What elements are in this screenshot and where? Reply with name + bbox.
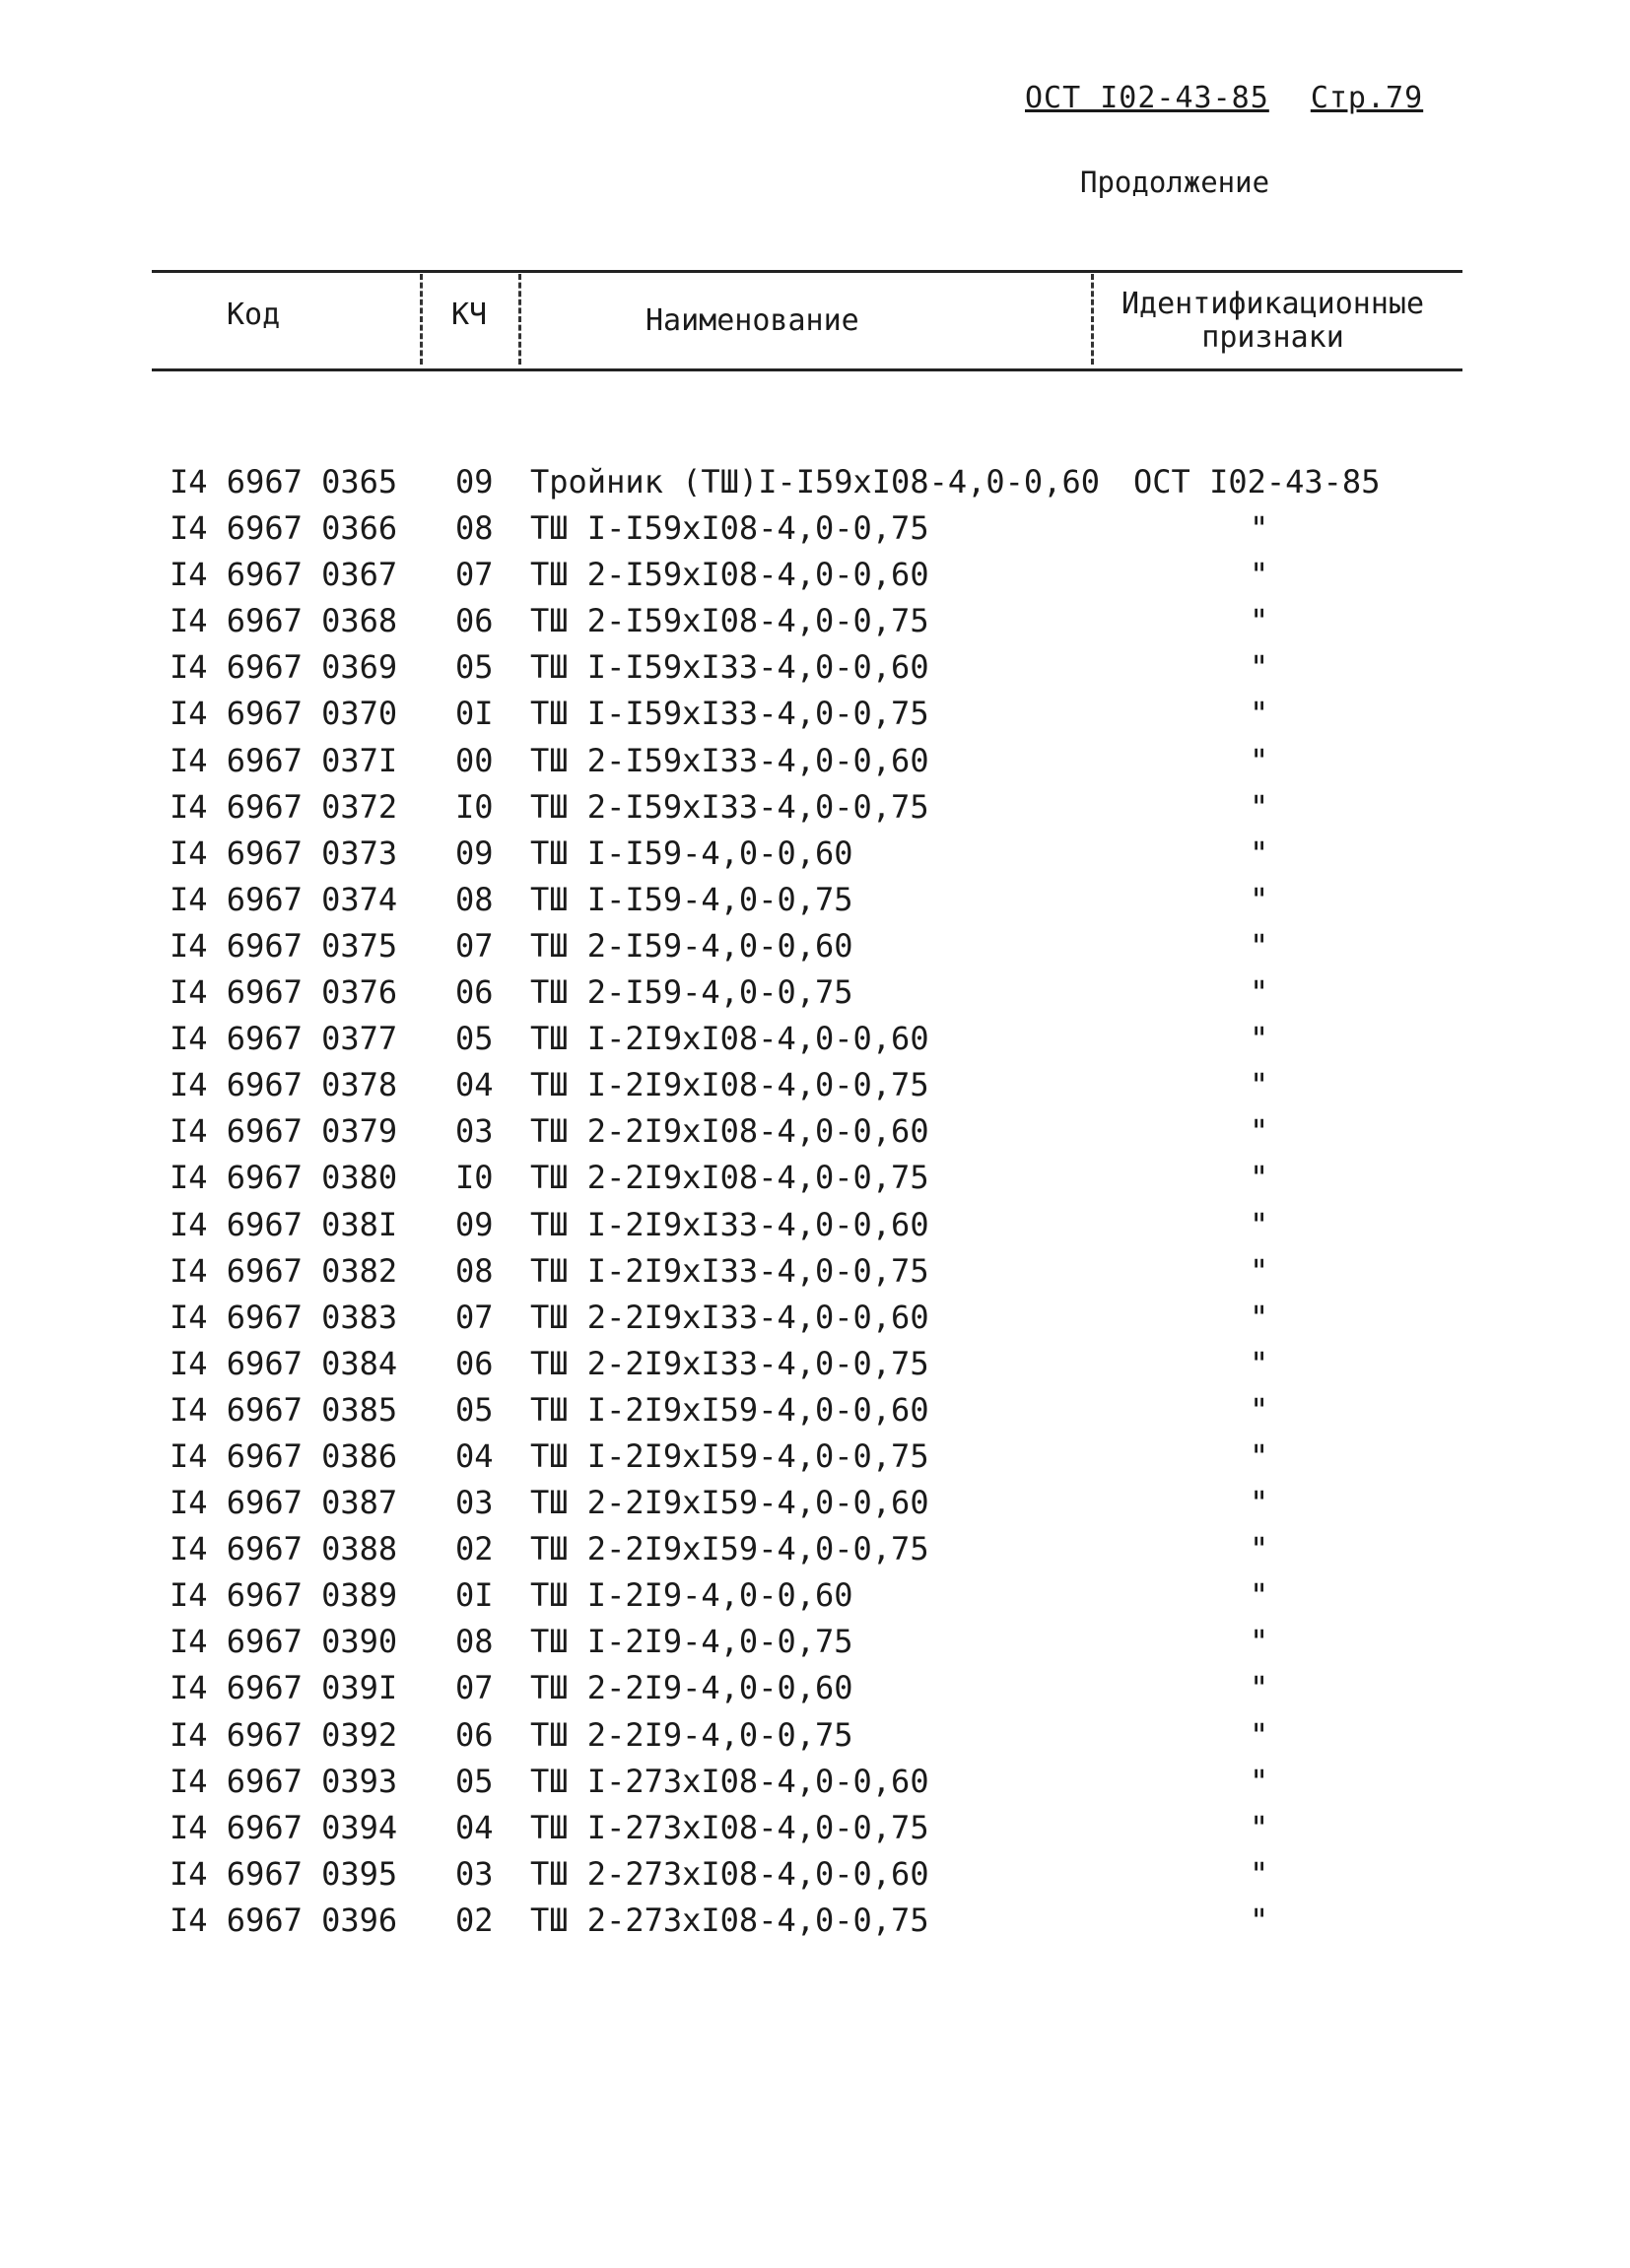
- row-ident: ": [1250, 1808, 1269, 1846]
- row-code: I4 6967 0366: [170, 509, 398, 548]
- column-header-name: Наименование: [645, 303, 859, 338]
- row-name: ТШ 2-273xI08-4,0-0,75: [530, 1901, 929, 1939]
- row-ident: ": [1250, 1344, 1269, 1382]
- row-name: ТШ 2-I59xI33-4,0-0,60: [530, 741, 929, 779]
- row-name: ТШ I-2I9xI33-4,0-0,75: [530, 1251, 929, 1290]
- table-row: [0, 1206, 1630, 1252]
- page-number: Стр.79: [1310, 81, 1424, 115]
- row-ident: ": [1250, 834, 1269, 872]
- row-name: ТШ I-I59-4,0-0,60: [530, 834, 853, 872]
- table-row: [0, 742, 1630, 788]
- table-header-bottom-rule: [152, 368, 1462, 371]
- row-kch: 05: [455, 1390, 494, 1429]
- row-kch: 03: [455, 1484, 494, 1522]
- row-name: ТШ I-273xI08-4,0-0,75: [530, 1808, 929, 1846]
- table-row: [0, 1391, 1630, 1437]
- row-name: ТШ 2-2I9-4,0-0,75: [530, 1715, 853, 1754]
- row-code: I4 6967 039I: [170, 1669, 398, 1707]
- table-row: [0, 648, 1630, 695]
- row-kch: 00: [455, 741, 494, 779]
- row-code: I4 6967 0390: [170, 1623, 398, 1661]
- row-ident: ": [1250, 1390, 1269, 1429]
- row-kch: I0: [455, 787, 494, 826]
- row-ident: ": [1250, 1112, 1269, 1151]
- row-kch: 03: [455, 1112, 494, 1151]
- row-name: Тройник (ТШ)I-I59xI08-4,0-0,60: [530, 463, 1100, 500]
- table-row: [0, 1159, 1630, 1205]
- table-row: [0, 1299, 1630, 1345]
- row-name: ТШ 2-2I9xI59-4,0-0,60: [530, 1484, 929, 1522]
- row-code: I4 6967 0380: [170, 1159, 398, 1197]
- row-kch: 04: [455, 1808, 494, 1846]
- row-code: I4 6967 0382: [170, 1251, 398, 1290]
- row-ident: ": [1250, 648, 1269, 687]
- row-name: ТШ I-2I9xI08-4,0-0,60: [530, 1020, 929, 1058]
- row-ident: ": [1250, 556, 1269, 594]
- table-row: [0, 1530, 1630, 1576]
- row-name: ТШ 2-2I9xI33-4,0-0,75: [530, 1344, 929, 1382]
- row-ident: ": [1250, 1020, 1269, 1058]
- row-name: ТШ I-2I9-4,0-0,60: [530, 1576, 853, 1615]
- row-code: I4 6967 037I: [170, 741, 398, 779]
- row-name: ТШ I-2I9xI59-4,0-0,75: [530, 1436, 929, 1475]
- table-row: [0, 881, 1630, 927]
- row-code: I4 6967 0396: [170, 1901, 398, 1939]
- table-row: [0, 1437, 1630, 1484]
- column-header-ident-line2: признаки: [1201, 320, 1344, 355]
- row-ident: ": [1250, 1715, 1269, 1754]
- row-code: I4 6967 0383: [170, 1298, 398, 1336]
- row-name: ТШ 2-2I9xI08-4,0-0,60: [530, 1112, 929, 1151]
- row-ident: ": [1250, 926, 1269, 965]
- row-ident: ": [1250, 1159, 1269, 1197]
- row-ident: ": [1250, 787, 1269, 826]
- row-kch: 07: [455, 926, 494, 965]
- row-name: ТШ I-2I9xI59-4,0-0,60: [530, 1390, 929, 1429]
- table-row: [0, 834, 1630, 881]
- row-ident: ": [1250, 1576, 1269, 1615]
- row-code: I4 6967 0387: [170, 1484, 398, 1522]
- row-ident: ": [1250, 695, 1269, 733]
- row-kch: 06: [455, 602, 494, 640]
- row-ident: ": [1250, 880, 1269, 918]
- table-row: [0, 1763, 1630, 1809]
- row-kch: 08: [455, 509, 494, 548]
- row-code: I4 6967 0388: [170, 1530, 398, 1568]
- row-kch: 02: [455, 1530, 494, 1568]
- row-code: I4 6967 0394: [170, 1808, 398, 1846]
- row-ident: ": [1250, 741, 1269, 779]
- table-top-rule: [152, 270, 1462, 273]
- row-code: I4 6967 038I: [170, 1205, 398, 1243]
- row-ident: ": [1250, 1623, 1269, 1661]
- table-row: [0, 1345, 1630, 1391]
- row-name: ТШ I-2I9xI33-4,0-0,60: [530, 1205, 929, 1243]
- row-ident: ": [1250, 602, 1269, 640]
- row-code: I4 6967 0393: [170, 1762, 398, 1800]
- row-name: ТШ 2-I59xI08-4,0-0,60: [530, 556, 929, 594]
- table-row: [0, 1252, 1630, 1299]
- row-kch: 04: [455, 1066, 494, 1104]
- row-kch: 07: [455, 556, 494, 594]
- page-header: [1025, 81, 1423, 115]
- row-name: ТШ 2-I59xI08-4,0-0,75: [530, 602, 929, 640]
- row-ident: ": [1250, 1530, 1269, 1568]
- row-ident: ": [1250, 1251, 1269, 1290]
- table-row: [0, 973, 1630, 1020]
- row-kch: 0I: [455, 1576, 494, 1615]
- table-row: [0, 1855, 1630, 1901]
- row-code: I4 6967 0389: [170, 1576, 398, 1615]
- row-ident: ": [1250, 1436, 1269, 1475]
- row-name: ТШ I-I59xI33-4,0-0,75: [530, 695, 929, 733]
- row-kch: 05: [455, 1020, 494, 1058]
- row-name: ТШ 2-2I9xI33-4,0-0,60: [530, 1298, 929, 1336]
- row-code: I4 6967 0392: [170, 1715, 398, 1754]
- row-code: I4 6967 0374: [170, 880, 398, 918]
- row-code: I4 6967 0373: [170, 834, 398, 872]
- row-name: ТШ I-I59-4,0-0,75: [530, 880, 853, 918]
- row-kch: I0: [455, 1159, 494, 1197]
- table-row: [0, 1901, 1630, 1948]
- column-header-kch: КЧ: [451, 298, 488, 332]
- row-ident: ": [1250, 1205, 1269, 1243]
- row-kch: 07: [455, 1298, 494, 1336]
- table-row: [0, 1669, 1630, 1715]
- row-ident: ": [1250, 1066, 1269, 1104]
- row-ident: ": [1250, 973, 1269, 1012]
- row-ident: ": [1250, 509, 1269, 548]
- table-row: [0, 1623, 1630, 1669]
- row-kch: 06: [455, 973, 494, 1012]
- row-code: I4 6967 0384: [170, 1344, 398, 1382]
- row-code: I4 6967 0367: [170, 556, 398, 594]
- row-kch: 08: [455, 880, 494, 918]
- row-name: ТШ I-I59xI08-4,0-0,75: [530, 509, 929, 548]
- row-kch: 07: [455, 1669, 494, 1707]
- row-ident: ": [1250, 1854, 1269, 1893]
- row-name: ТШ 2-I59-4,0-0,60: [530, 926, 853, 965]
- row-code: I4 6967 0395: [170, 1854, 398, 1893]
- row-kch: 08: [455, 1623, 494, 1661]
- row-code: I4 6967 0377: [170, 1020, 398, 1058]
- row-code: I4 6967 0365: [170, 463, 398, 500]
- column-header-ident: [1121, 288, 1424, 355]
- table-row: [0, 695, 1630, 741]
- table-body: [0, 463, 1630, 1948]
- table-row: [0, 1112, 1630, 1159]
- row-name: ТШ 2-2I9xI59-4,0-0,75: [530, 1530, 929, 1568]
- row-name: ТШ 2-2I9-4,0-0,60: [530, 1669, 853, 1707]
- row-code: I4 6967 0386: [170, 1436, 398, 1475]
- row-name: ТШ I-2I9xI08-4,0-0,75: [530, 1066, 929, 1104]
- row-kch: 05: [455, 648, 494, 687]
- table-row: [0, 1576, 1630, 1623]
- table-row: [0, 1066, 1630, 1112]
- row-code: I4 6967 0375: [170, 926, 398, 965]
- row-name: ТШ 2-I59-4,0-0,75: [530, 973, 853, 1012]
- column-divider: [518, 274, 521, 365]
- row-ident: ": [1250, 1669, 1269, 1707]
- table-row: [0, 509, 1630, 556]
- row-ident: ": [1250, 1484, 1269, 1522]
- row-code: I4 6967 0379: [170, 1112, 398, 1151]
- row-code: I4 6967 0370: [170, 695, 398, 733]
- table-row: [0, 463, 1630, 509]
- row-kch: 02: [455, 1901, 494, 1939]
- row-code: I4 6967 0369: [170, 648, 398, 687]
- row-kch: 0I: [455, 695, 494, 733]
- column-header-code: Код: [227, 298, 281, 332]
- row-kch: 06: [455, 1344, 494, 1382]
- row-code: I4 6967 0376: [170, 973, 398, 1012]
- table-row: [0, 602, 1630, 648]
- table-row: [0, 556, 1630, 602]
- row-code: I4 6967 0378: [170, 1066, 398, 1104]
- table-row: [0, 1020, 1630, 1066]
- row-ident: ": [1250, 1901, 1269, 1939]
- table-row: [0, 927, 1630, 973]
- row-name: ТШ I-273xI08-4,0-0,60: [530, 1762, 929, 1800]
- row-kch: 04: [455, 1436, 494, 1475]
- table-row: [0, 788, 1630, 834]
- row-ident: ": [1250, 1298, 1269, 1336]
- row-kch: 05: [455, 1762, 494, 1800]
- row-kch: 03: [455, 1854, 494, 1893]
- column-header-ident-line1: Идентификационные: [1121, 287, 1425, 321]
- row-ident: ОСТ I02-43-85: [1133, 463, 1381, 500]
- row-kch: 09: [455, 463, 494, 500]
- row-kch: 08: [455, 1251, 494, 1290]
- standard-number: ОСТ I02-43-85: [1025, 81, 1269, 115]
- continuation-label: Продолжение: [1080, 166, 1270, 199]
- row-kch: 09: [455, 1205, 494, 1243]
- row-ident: ": [1250, 1762, 1269, 1800]
- row-name: ТШ I-2I9-4,0-0,75: [530, 1623, 853, 1661]
- table-row: [0, 1484, 1630, 1530]
- row-name: ТШ 2-2I9xI08-4,0-0,75: [530, 1159, 929, 1197]
- table-row: [0, 1716, 1630, 1763]
- row-name: ТШ I-I59xI33-4,0-0,60: [530, 648, 929, 687]
- table-row: [0, 1809, 1630, 1855]
- row-code: I4 6967 0385: [170, 1390, 398, 1429]
- column-divider: [1091, 274, 1094, 365]
- column-divider: [420, 274, 423, 365]
- row-name: ТШ 2-I59xI33-4,0-0,75: [530, 787, 929, 826]
- row-kch: 06: [455, 1715, 494, 1754]
- row-code: I4 6967 0368: [170, 602, 398, 640]
- row-kch: 09: [455, 834, 494, 872]
- row-name: ТШ 2-273xI08-4,0-0,60: [530, 1854, 929, 1893]
- row-code: I4 6967 0372: [170, 787, 398, 826]
